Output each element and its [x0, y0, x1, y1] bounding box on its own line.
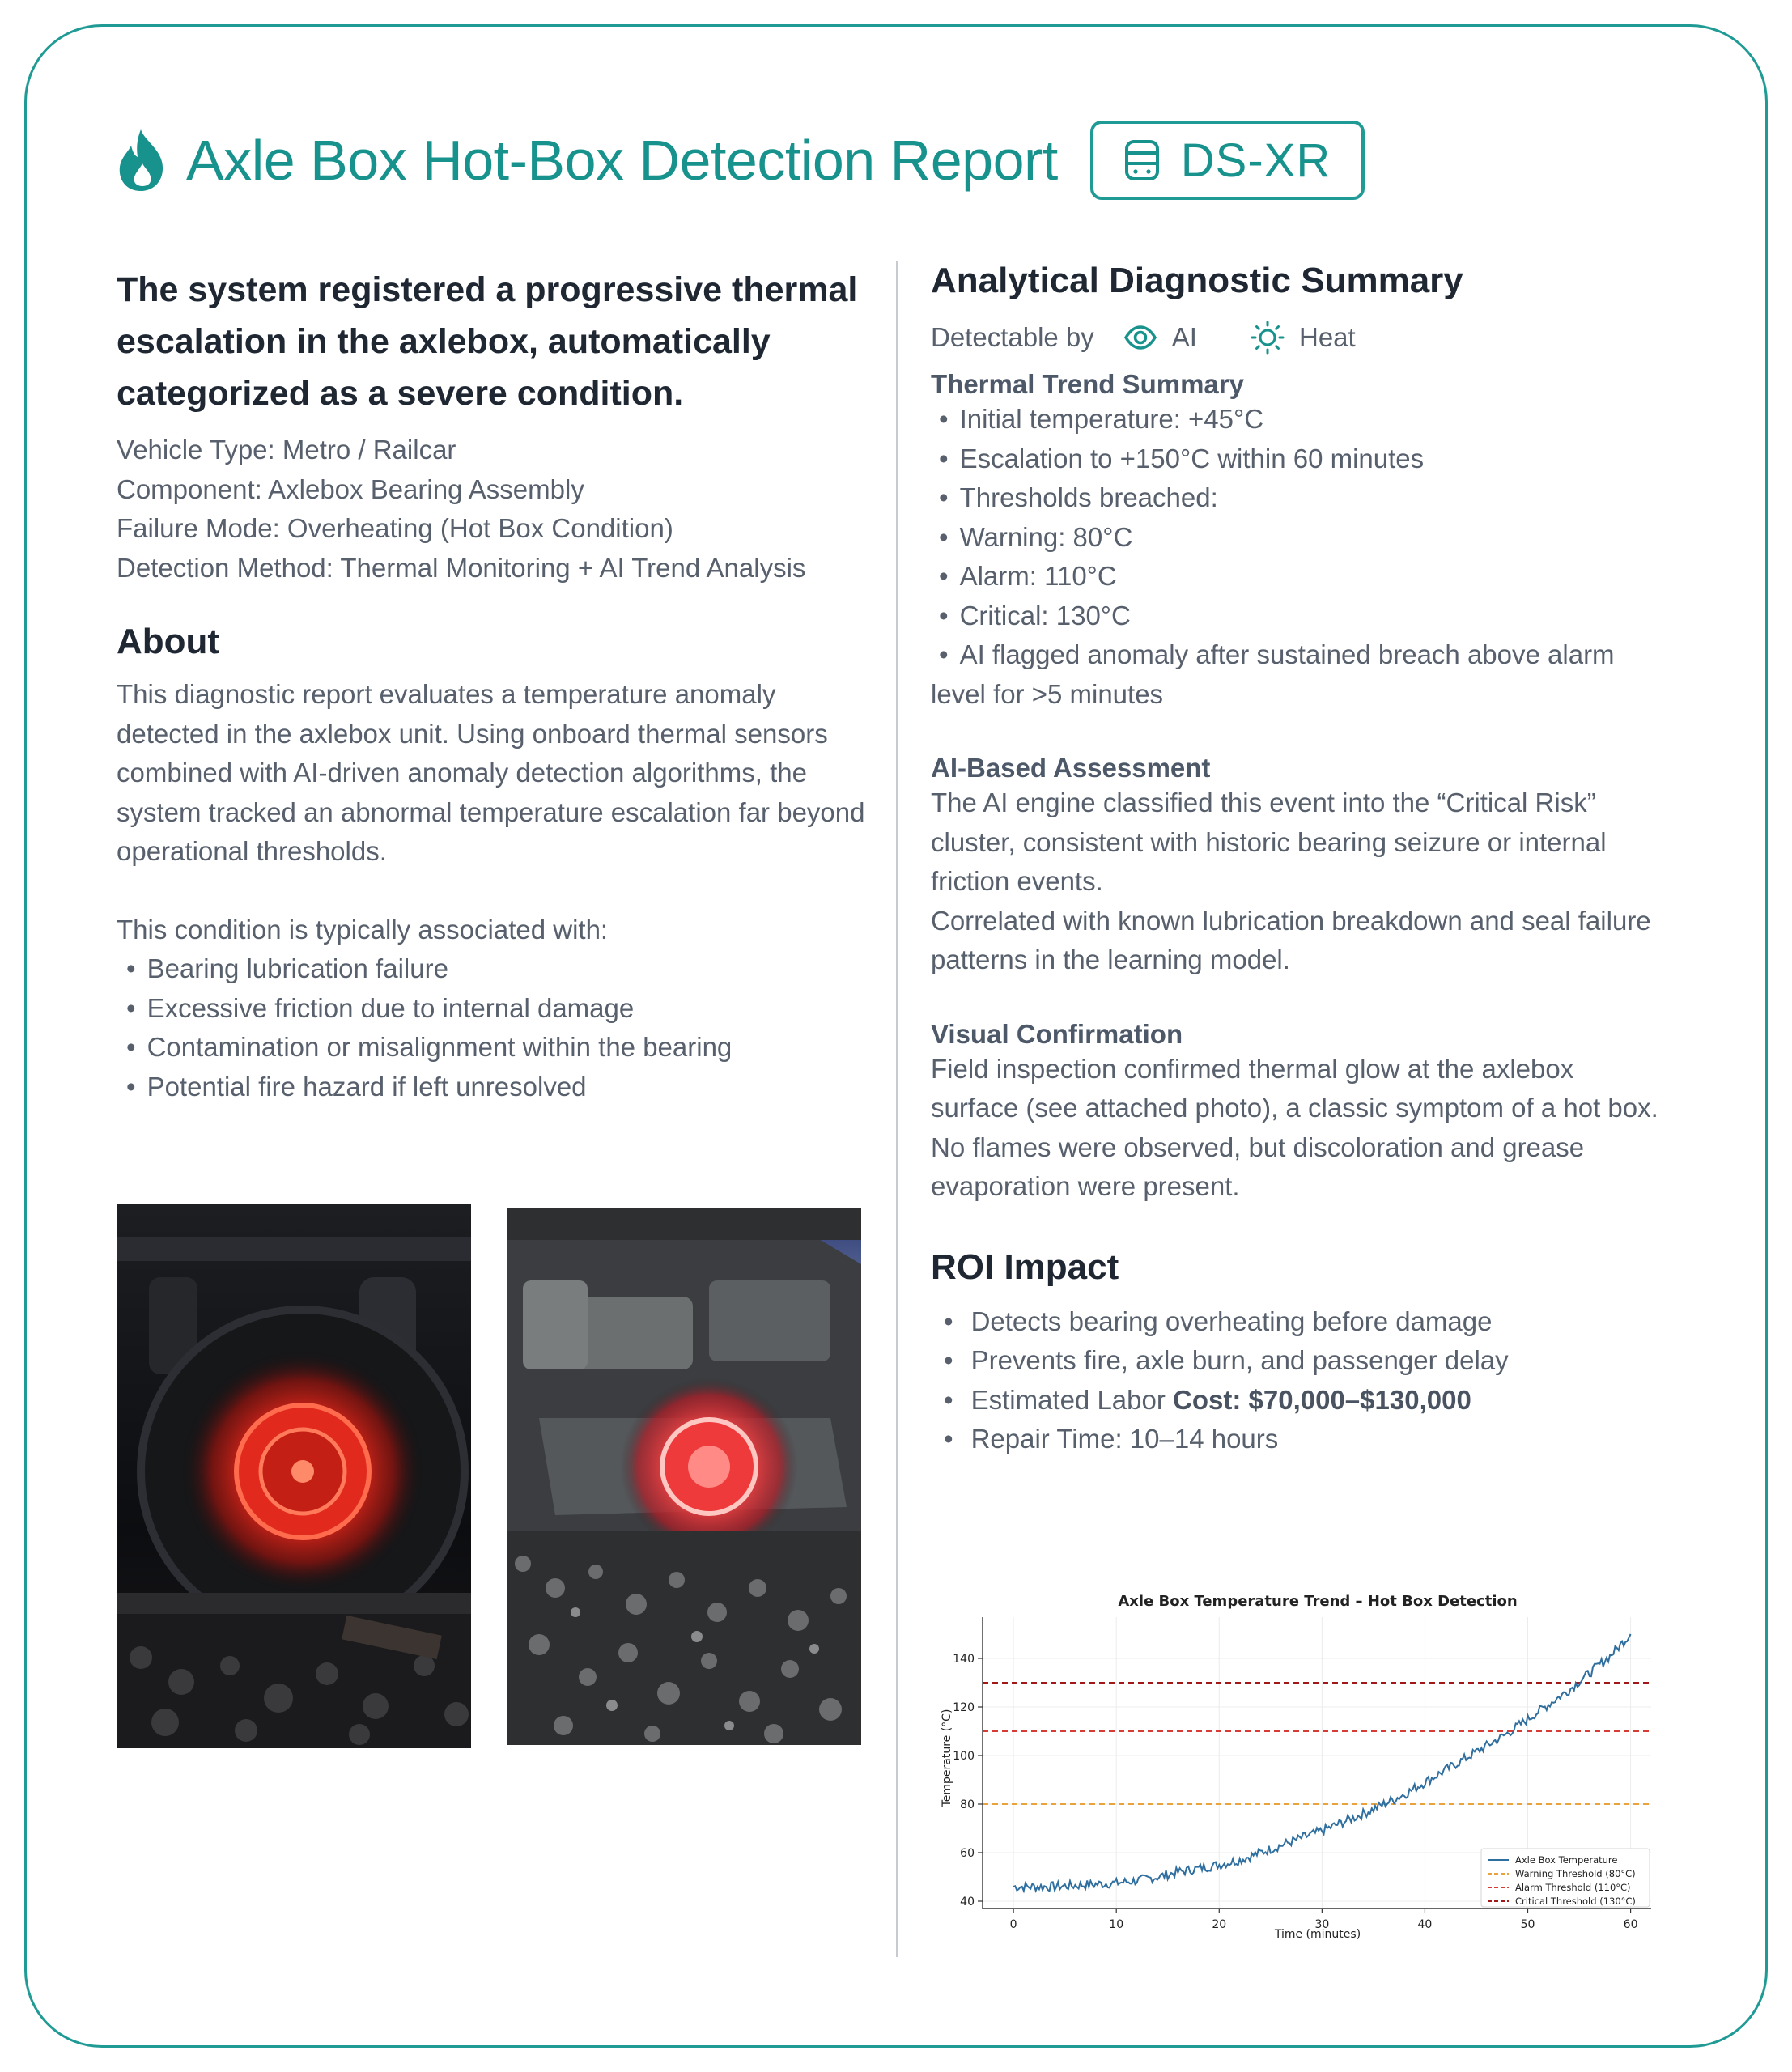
- trend-item-ai-flag-text: AI flagged anomaly after sustained breach above alarm level for >5 minutes: [931, 639, 1615, 709]
- y-tick-label: 100: [953, 1750, 975, 1763]
- meta-failure-mode: Failure Mode: Overheating (Hot Box Condition): [117, 513, 673, 543]
- trend-item-ai-flag: • AI flagged anomaly after sustained breach above alarm level for >5 minutes: [931, 639, 1615, 709]
- roi-item: [931, 1341, 1659, 1381]
- rendered-hot-box-photo: [117, 1204, 471, 1748]
- ai-assessment-text: Correlated with known lubrication breakdown and seal failure patterns in the learning model.: [931, 905, 1651, 974]
- visual-confirmation-text: No flames were observed, but discoloration and grease evaporation were present.: [931, 1132, 1585, 1201]
- photo-gallery: [117, 1204, 861, 1748]
- roi-heading: ROI Impact: [931, 1246, 1119, 1287]
- y-tick-label: 140: [953, 1653, 975, 1666]
- sun-icon: [1251, 321, 1285, 355]
- y-tick-label: 60: [960, 1847, 975, 1860]
- roi-item-text: Estimated Labor: [970, 1384, 1174, 1415]
- roi-item: [931, 1302, 1659, 1342]
- model-badge: [1090, 121, 1365, 200]
- x-tick-label: 30: [1314, 1918, 1330, 1931]
- x-tick-label: 20: [1212, 1918, 1227, 1931]
- ai-assessment-text: The AI engine classified this event into the “Critical Risk” cluster, consistent with historic bearing seizure or internal friction events.: [931, 788, 1607, 896]
- trend-item: • Escalation to +150°C within 60 minutes: [931, 439, 1659, 479]
- ai-assessment-heading: AI-Based Assessment: [931, 753, 1211, 783]
- about-text: This diagnostic report evaluates a temperature anomaly detected in the axlebox unit. Using onboard thermal sensors combined with AI-driven anomaly detection algorithms, the system tracked an abnormal temperature escalation far beyond operational thresholds.: [117, 679, 865, 866]
- roi-list: [931, 1302, 1659, 1459]
- legend-entry: Critical Threshold (130°C): [1515, 1896, 1636, 1907]
- x-tick-label: 10: [1109, 1918, 1124, 1931]
- page-title: Axle Box Hot-Box Detection Report: [186, 129, 1058, 192]
- meta-component: Component: Axlebox Bearing Assembly: [117, 473, 584, 504]
- assoc-item: • Contamination or misalignment within the bearing: [117, 1028, 869, 1068]
- temperature-trend-chart: [931, 1583, 1659, 1947]
- about-heading: About: [117, 622, 220, 661]
- meta-detection-method: Detection Method: Thermal Monitoring + AI Trend Analysis: [117, 552, 806, 583]
- eye-icon: [1123, 321, 1157, 355]
- legend-entry: Warning Threshold (80°C): [1515, 1868, 1636, 1879]
- field-inspection-photo: [507, 1208, 861, 1745]
- roi-item-text: Prevents fire, axle burn, and passenger delay: [970, 1345, 1509, 1375]
- y-tick-label: 80: [960, 1798, 975, 1811]
- x-tick-label: 0: [1009, 1918, 1017, 1931]
- trend-item: • Warning: 80°C: [931, 518, 1659, 558]
- y-tick-label: 40: [960, 1896, 975, 1909]
- trend-item: • Initial temperature: +45°C: [931, 400, 1659, 439]
- roi-item: [931, 1420, 1659, 1459]
- detectable-by-label: Detectable by: [931, 322, 1094, 352]
- column-divider: [896, 261, 898, 1957]
- trend-heading: Thermal Trend Summary: [931, 369, 1244, 399]
- right-column: [931, 261, 1659, 1459]
- trend-item: • Thresholds breached:: [931, 478, 1659, 518]
- legend-entry: Axle Box Temperature: [1515, 1854, 1618, 1866]
- roi-item: [931, 1381, 1659, 1420]
- chart-xlabel: Time (minutes): [1274, 1928, 1361, 1941]
- meta-vehicle-type: Vehicle Type: Metro / Railcar: [117, 435, 456, 465]
- report-header: [117, 120, 1365, 201]
- x-tick-label: 50: [1520, 1918, 1535, 1931]
- trend-item: • Alarm: 110°C: [931, 557, 1659, 597]
- summary-heading: Analytical Diagnostic Summary: [931, 261, 1463, 300]
- roi-cost-value: Cost: $70,000–$130,000: [1173, 1384, 1471, 1415]
- assoc-item: • Bearing lubrication failure: [117, 949, 869, 989]
- visual-confirmation-heading: Visual Confirmation: [931, 1018, 1183, 1049]
- detect-ai-label: AI: [1171, 322, 1197, 352]
- assoc-item: • Excessive friction due to internal damage: [117, 989, 869, 1029]
- badge-label: DS-XR: [1180, 134, 1331, 187]
- chart-svg: [931, 1583, 1659, 1947]
- detectable-by-row: [931, 321, 1659, 355]
- roi-item-text: Repair Time: 10–14 hours: [970, 1424, 1279, 1454]
- assoc-intro: This condition is typically associated with:: [117, 914, 609, 945]
- y-tick-label: 120: [953, 1701, 975, 1714]
- left-column: [117, 261, 869, 1106]
- flame-icon: [117, 128, 168, 193]
- detect-heat-label: Heat: [1298, 322, 1356, 352]
- legend-entry: Alarm Threshold (110°C): [1515, 1882, 1631, 1893]
- chart-title: Axle Box Temperature Trend – Hot Box Detection: [1118, 1593, 1518, 1610]
- visual-confirmation-text: Field inspection confirmed thermal glow at the axlebox surface (see attached photo), a classic symptom of a hot box.: [931, 1053, 1658, 1123]
- chart-ylabel: Temperature (°C): [941, 1709, 953, 1807]
- lead-statement: The system registered a progressive thermal escalation in the axlebox, automatically categorized as a severe condition.: [117, 270, 858, 413]
- assoc-item: • Potential fire hazard if left unresolved: [117, 1068, 869, 1107]
- x-tick-label: 40: [1417, 1918, 1433, 1931]
- x-tick-label: 60: [1623, 1918, 1638, 1931]
- device-icon: [1124, 139, 1160, 181]
- roi-item-text: Detects bearing overheating before damage: [970, 1306, 1493, 1336]
- trend-item: • Critical: 130°C: [931, 597, 1659, 636]
